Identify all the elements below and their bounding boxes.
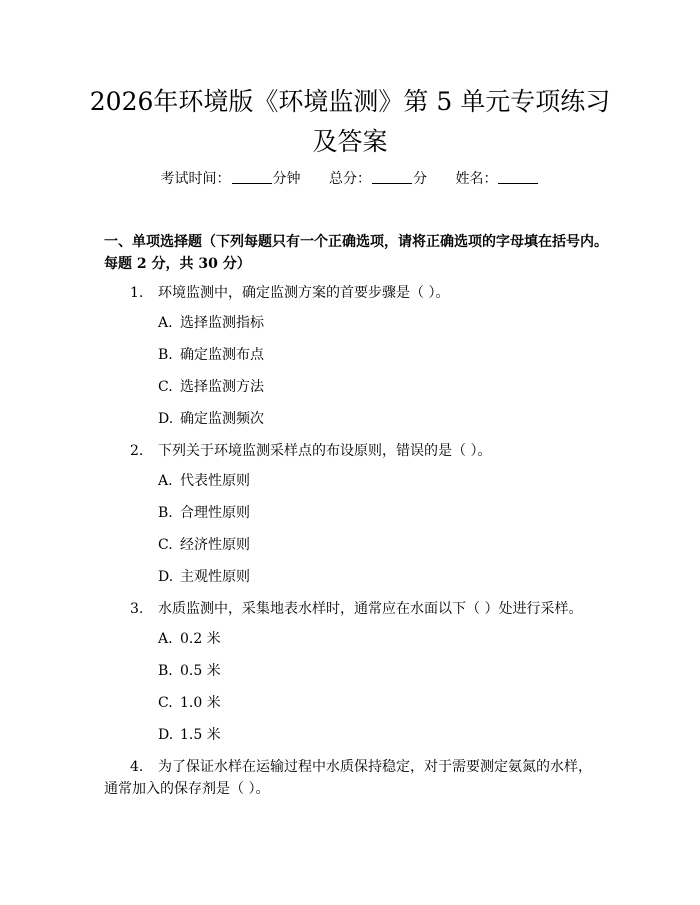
question-1-option-a xyxy=(158,314,598,332)
exam-time xyxy=(161,171,301,187)
total-score-blank xyxy=(372,183,412,184)
question-2-option-d xyxy=(158,568,598,586)
student-name-blank xyxy=(498,183,538,184)
section-heading: 一、单项选择题（下列每题只有一个正确选项，请将正确选项的字母填在括号内。每题 2 分，共 30 分） xyxy=(104,234,608,272)
exam-time-blank xyxy=(232,183,272,184)
question-2 xyxy=(104,440,604,462)
option-letter: C. xyxy=(158,379,173,395)
option-text: 1.5 米 xyxy=(180,727,221,743)
option-text: 代表性原则 xyxy=(180,473,250,489)
option-text: 1.0 米 xyxy=(180,695,221,711)
question-2-option-b xyxy=(158,504,598,522)
option-letter: B. xyxy=(158,347,173,363)
question-3-option-b xyxy=(158,662,598,680)
student-name-label: 姓名： xyxy=(455,171,498,187)
option-text: 确定监测布点 xyxy=(180,347,264,363)
question-3-option-a xyxy=(158,630,598,648)
total-score-unit: 分 xyxy=(413,171,427,187)
question-1 xyxy=(104,282,604,304)
option-letter: B. xyxy=(158,663,173,679)
option-letter: D. xyxy=(158,727,174,743)
question-number: 4. xyxy=(130,759,144,775)
option-text: 经济性原则 xyxy=(180,537,250,553)
option-text: 确定监测频次 xyxy=(180,411,264,427)
question-1-option-b xyxy=(158,346,598,364)
question-3-option-c xyxy=(158,694,598,712)
question-text: 为了保证水样在运输过程中水质保持稳定，对于需要测定氨氮的水样，通常加入的保存剂是（ ）。 xyxy=(104,759,592,797)
total-score-label: 总分： xyxy=(329,171,371,187)
student-name xyxy=(455,171,539,187)
option-text: 0.2 米 xyxy=(180,631,221,647)
total-score xyxy=(329,171,427,187)
question-number: 3. xyxy=(130,601,144,617)
question-1-option-d xyxy=(158,410,598,428)
exam-time-label: 考试时间： xyxy=(160,171,231,187)
option-letter: A. xyxy=(158,473,173,489)
option-text: 0.5 米 xyxy=(180,663,221,679)
document-title: 2026年环境版《环境监测》第 5 单元专项练习及答案 xyxy=(89,87,611,156)
exam-time-unit: 分钟 xyxy=(272,171,301,187)
question-number: 1. xyxy=(130,285,144,301)
option-text: 选择监测指标 xyxy=(180,315,264,331)
question-1-option-c xyxy=(158,378,598,396)
question-text: 水质监测中，采集地表水样时，通常应在水面以下（ ）处进行采样。 xyxy=(158,601,583,617)
question-3-option-d xyxy=(158,726,598,744)
option-letter: D. xyxy=(158,411,174,427)
question-4 xyxy=(104,756,604,800)
question-text: 下列关于环境监测采样点的布设原则，错误的是（ ）。 xyxy=(158,443,492,459)
option-text: 选择监测方法 xyxy=(180,379,264,395)
question-number: 2. xyxy=(130,443,144,459)
option-letter: C. xyxy=(158,537,173,553)
question-text: 环境监测中，确定监测方案的首要步骤是（ ）。 xyxy=(158,285,450,301)
option-letter: C. xyxy=(158,695,173,711)
question-3 xyxy=(104,598,604,620)
option-letter: A. xyxy=(158,631,173,647)
question-2-option-a xyxy=(158,472,598,490)
exam-meta xyxy=(0,170,700,188)
option-letter: A. xyxy=(158,315,173,331)
option-text: 主观性原则 xyxy=(180,569,250,585)
option-letter: D. xyxy=(158,569,174,585)
option-text: 合理性原则 xyxy=(180,505,250,521)
question-2-option-c xyxy=(158,536,598,554)
option-letter: B. xyxy=(158,505,173,521)
